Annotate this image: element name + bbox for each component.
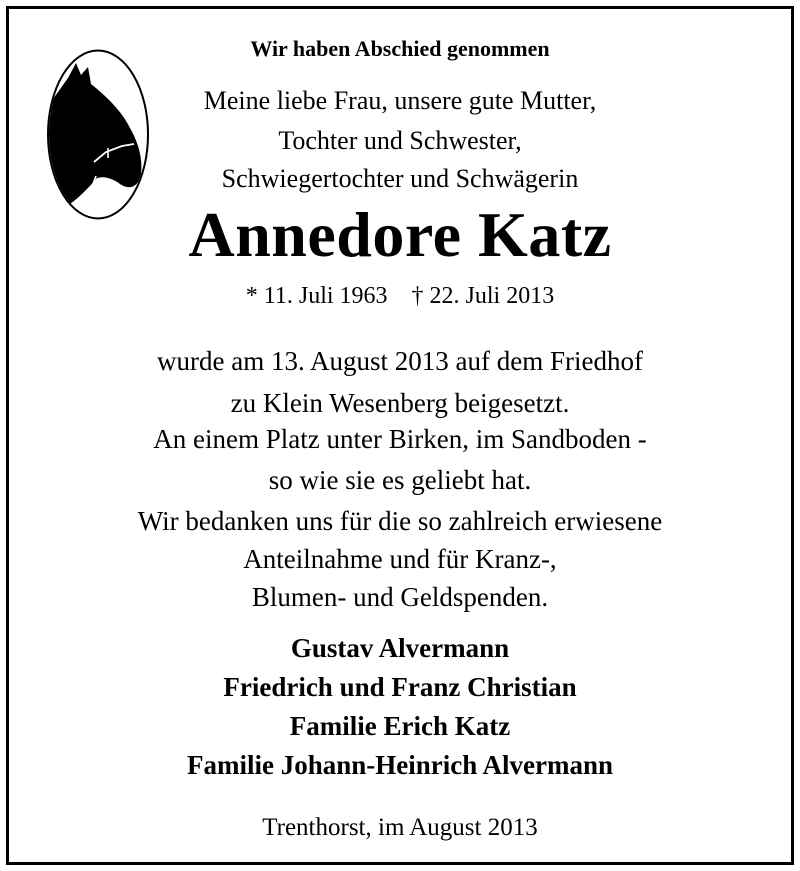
intro-line: Schwiegertochter und Schwägerin <box>221 164 579 193</box>
body-line: so wie sie es geliebt hat. <box>268 465 532 495</box>
body-line: Wir bedanken uns für die so zahlreich erwiesene <box>137 506 663 536</box>
intro-line: Meine liebe Frau, unsere gute Mutter, <box>203 86 597 115</box>
notice-heading: Wir haben Abschied genommen <box>250 36 550 61</box>
body-line: Blumen- und Geldspenden. <box>251 582 549 612</box>
intro-line: Tochter und Schwester, <box>278 126 522 155</box>
signer-name: Gustav Alvermann <box>290 633 510 663</box>
deceased-name: Annedore Katz <box>188 199 612 270</box>
signer-name: Familie Erich Katz <box>289 711 511 741</box>
life-dates: * 11. Juli 1963 † 22. Juli 2013 <box>245 283 555 309</box>
body-line: Anteilnahme und für Kranz-, <box>243 544 557 574</box>
body-line: An einem Platz unter Birken, im Sandboden - <box>153 424 647 454</box>
body-line: wurde am 13. August 2013 auf dem Friedhof <box>157 346 643 376</box>
place-and-date: Trenthorst, im August 2013 <box>262 814 538 841</box>
signer-name: Friedrich und Franz Christian <box>223 672 577 702</box>
signer-name: Familie Johann-Heinrich Alvermann <box>186 750 613 780</box>
body-line: zu Klein Wesenberg beigesetzt. <box>230 388 570 418</box>
